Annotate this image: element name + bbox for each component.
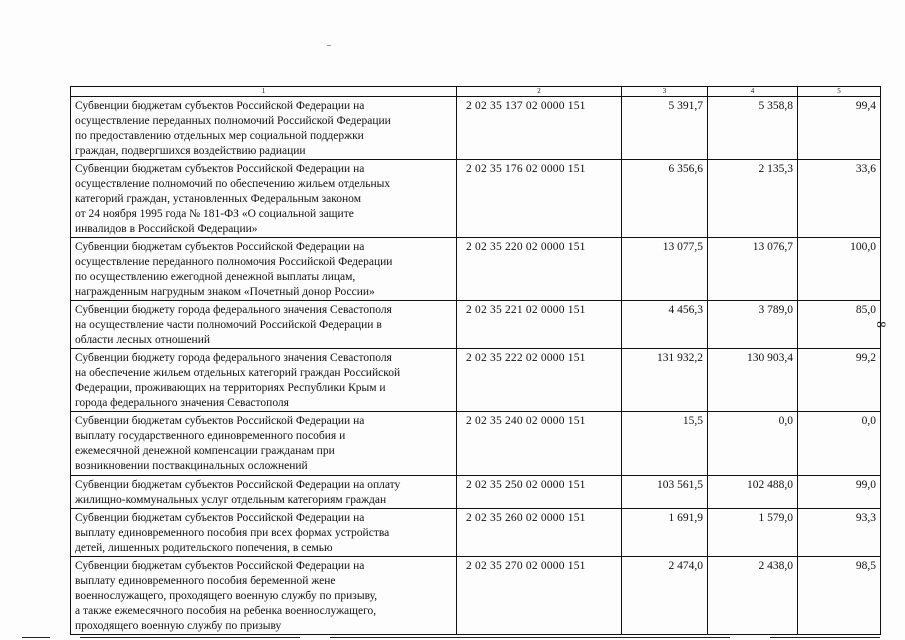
row-description xyxy=(71,557,457,635)
execution-percent: 99,2 xyxy=(798,349,881,412)
row-description xyxy=(71,349,457,412)
planned-amount: 6 356,6 xyxy=(622,160,708,238)
description-line: военнослужащего, проходящего военную службу по призыву, xyxy=(75,590,378,602)
scan-edge-line xyxy=(22,637,50,638)
table-row xyxy=(71,509,881,557)
budget-code: 2 02 35 240 02 0000 151 xyxy=(457,412,622,476)
column-number: 2 xyxy=(457,87,622,97)
planned-amount: 1 691,9 xyxy=(622,509,708,557)
planned-amount: 103 561,5 xyxy=(622,476,708,509)
description-line: награжденным нагрудным знаком «Почетный донор России» xyxy=(75,286,375,298)
column-number: 4 xyxy=(708,87,798,97)
table-row xyxy=(71,160,881,238)
description-line: города федерального значения Севастополя xyxy=(75,397,289,409)
column-number: 3 xyxy=(622,87,708,97)
page-number: 8 xyxy=(873,321,889,328)
description-line: а также ежемесячного пособия на ребенка военнослужащего, xyxy=(75,605,377,617)
description-line: от 24 ноября 1995 года № 181-ФЗ «О социальной защите xyxy=(75,208,354,220)
description-line: Федерации, проживающих на территориях Республики Крым и xyxy=(75,382,386,394)
table-row xyxy=(71,238,881,301)
budget-code: 2 02 35 270 02 0000 151 xyxy=(457,557,622,635)
budget-code: 2 02 35 250 02 0000 151 xyxy=(457,476,622,509)
row-description xyxy=(71,476,457,509)
description-line: жилищно-коммунальных услуг отдельным категориям граждан xyxy=(75,494,387,506)
table-row xyxy=(71,557,881,635)
row-description xyxy=(71,412,457,476)
execution-percent: 0,0 xyxy=(798,412,881,476)
description-line: проходящего военную службу по призыву xyxy=(75,620,282,632)
description-line: категорий граждан, установленных Федеральным законом xyxy=(75,193,361,205)
executed-amount: 130 903,4 xyxy=(708,349,798,412)
description-line: осуществление переданных полномочий Российской Федерации xyxy=(75,115,391,127)
column-number-row xyxy=(71,87,881,97)
budget-code: 2 02 35 260 02 0000 151 xyxy=(457,509,622,557)
table-row xyxy=(71,97,881,160)
budget-code: 2 02 35 176 02 0000 151 xyxy=(457,160,622,238)
executed-amount: 2 135,3 xyxy=(708,160,798,238)
description-line: Субвенции бюджетам субъектов Российской Федерации на оплату xyxy=(75,479,401,491)
description-line: на обеспечение жильем отдельных категорий граждан Российской xyxy=(75,367,401,379)
row-description xyxy=(71,301,457,349)
table-row xyxy=(71,349,881,412)
budget-table xyxy=(70,86,881,635)
row-description xyxy=(71,509,457,557)
budget-code: 2 02 35 222 02 0000 151 xyxy=(457,349,622,412)
execution-percent: 98,5 xyxy=(798,557,881,635)
description-line: выплату единовременного пособия при всех формах устройства xyxy=(75,527,390,539)
description-line: Субвенции бюджетам субъектов Российской Федерации на xyxy=(75,100,365,112)
planned-amount: 4 456,3 xyxy=(622,301,708,349)
executed-amount: 1 579,0 xyxy=(708,509,798,557)
description-line: по осуществлению ежегодной денежной выплаты лицам, xyxy=(75,271,356,283)
description-line: Субвенции бюджету города федерального значения Севастополя xyxy=(75,352,392,364)
description-line: детей, лишенных родительского попечения, в семью xyxy=(75,542,333,554)
row-description xyxy=(71,160,457,238)
execution-percent: 99,4 xyxy=(798,97,881,160)
executed-amount: 0,0 xyxy=(708,412,798,476)
execution-percent: 99,0 xyxy=(798,476,881,509)
execution-percent: 85,0 xyxy=(798,301,881,349)
budget-code: 2 02 35 220 02 0000 151 xyxy=(457,238,622,301)
planned-amount: 5 391,7 xyxy=(622,97,708,160)
description-line: выплату государственного единовременного пособия и xyxy=(75,430,346,442)
row-description xyxy=(71,238,457,301)
table-row xyxy=(71,412,881,476)
budget-code: 2 02 35 221 02 0000 151 xyxy=(457,301,622,349)
execution-percent: 100,0 xyxy=(798,238,881,301)
description-line: Субвенции бюджету города федерального значения Севастополя xyxy=(75,304,392,316)
description-line: Субвенции бюджетам субъектов Российской Федерации на xyxy=(75,560,365,572)
description-line: осуществление переданного полномочия Российской Федерации xyxy=(75,256,393,268)
description-line: Субвенции бюджетам субъектов Российской Федерации на xyxy=(75,163,365,175)
planned-amount: 13 077,5 xyxy=(622,238,708,301)
executed-amount: 102 488,0 xyxy=(708,476,798,509)
executed-amount: 5 358,8 xyxy=(708,97,798,160)
planned-amount: 2 474,0 xyxy=(622,557,708,635)
scan-edge-line xyxy=(80,637,300,638)
table-row xyxy=(71,476,881,509)
description-line: ежемесячной денежной компенсации гражданам при xyxy=(75,445,335,457)
scan-mark xyxy=(327,45,331,46)
description-line: области лесных отношений xyxy=(75,334,211,346)
planned-amount: 131 932,2 xyxy=(622,349,708,412)
description-line: возникновении поствакцинальных осложнений xyxy=(75,460,308,472)
column-number: 5 xyxy=(798,87,881,97)
description-line: Субвенции бюджетам субъектов Российской Федерации на xyxy=(75,241,365,253)
description-line: по предоставлению отдельных мер социальной поддержки xyxy=(75,130,364,142)
scan-edge-line xyxy=(330,637,730,638)
description-line: осуществление полномочий по обеспечению жильем отдельных xyxy=(75,178,391,190)
planned-amount: 15,5 xyxy=(622,412,708,476)
table-row xyxy=(71,301,881,349)
execution-percent: 33,6 xyxy=(798,160,881,238)
row-description xyxy=(71,97,457,160)
executed-amount: 13 076,7 xyxy=(708,238,798,301)
column-number: 1 xyxy=(71,87,457,97)
budget-code: 2 02 35 137 02 0000 151 xyxy=(457,97,622,160)
description-line: инвалидов в Российской Федерации» xyxy=(75,223,258,235)
description-line: граждан, подвергшихся воздействию радиации xyxy=(75,145,306,157)
description-line: Субвенции бюджетам субъектов Российской Федерации на xyxy=(75,512,365,524)
description-line: Субвенции бюджетам субъектов Российской Федерации на xyxy=(75,415,365,427)
description-line: выплату единовременного пособия беременной жене xyxy=(75,575,336,587)
executed-amount: 3 789,0 xyxy=(708,301,798,349)
description-line: на осуществление части полномочий Российской Федерации в xyxy=(75,319,382,331)
execution-percent: 93,3 xyxy=(798,509,881,557)
executed-amount: 2 438,0 xyxy=(708,557,798,635)
scan-edge-line xyxy=(770,637,880,638)
